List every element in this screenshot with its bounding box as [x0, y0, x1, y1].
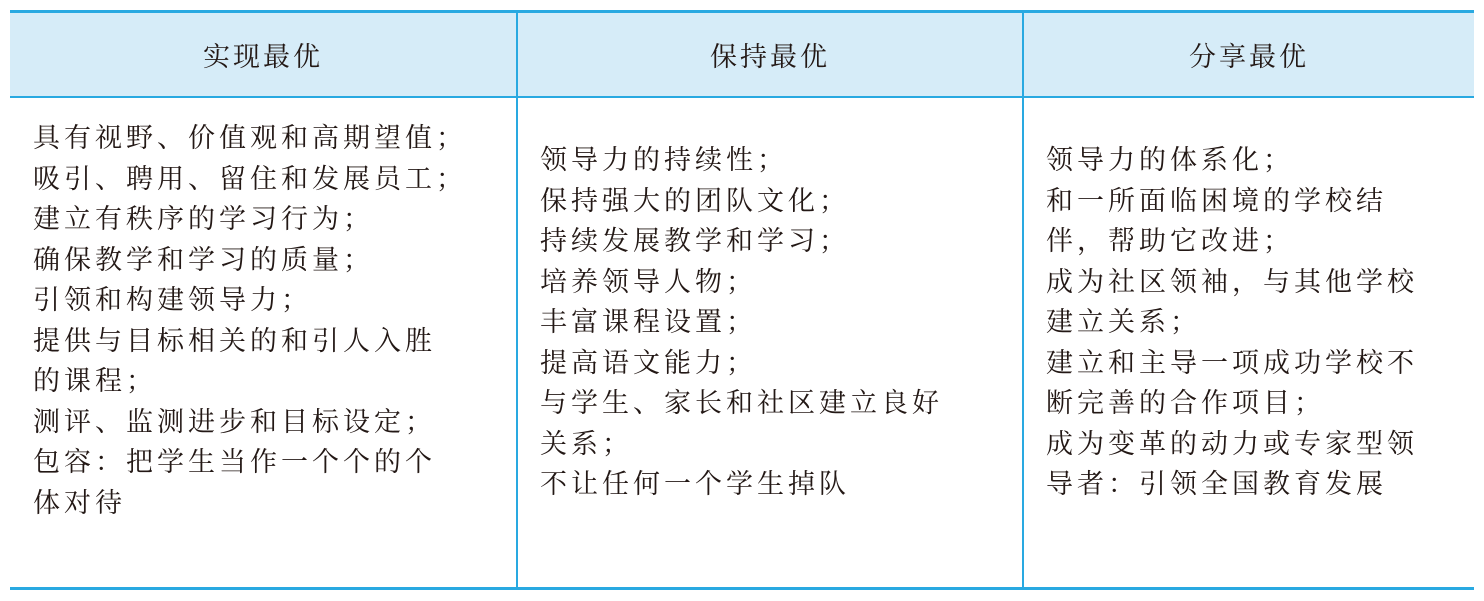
table-line: 提供与目标相关的和引人入胜	[33, 325, 436, 357]
table-line: 不让任何一个学生掉队	[540, 469, 850, 500]
table-line: 测评、监测进步和目标设定；	[33, 406, 436, 438]
table-line: 断完善的合作项目；	[1046, 388, 1325, 419]
table-line: 成为社区领袖，与其他学校	[1046, 266, 1418, 298]
table-line: 吸引、聘用、留住和发展员工；	[33, 163, 467, 195]
table-line: 建立和主导一项成功学校不	[1046, 347, 1418, 379]
table-bottom-rule	[10, 587, 1474, 590]
table-line: 培养领导人物；	[540, 266, 757, 298]
comparison-table	[10, 10, 1474, 590]
column-sustain-excellence	[540, 141, 943, 506]
table-line: 确保教学和学习的质量；	[33, 244, 374, 276]
column-achieve-excellence	[33, 119, 467, 524]
column-divider	[1022, 13, 1024, 587]
header-sustain-excellence: 保持最优	[710, 42, 830, 73]
table-line: 关系；	[540, 428, 633, 460]
table-line: 体对待	[33, 487, 126, 519]
header-achieve-excellence: 实现最优	[203, 42, 323, 73]
table-line: 建立关系；	[1046, 307, 1201, 338]
table-line: 导者：引领全国教育发展	[1046, 469, 1387, 500]
column-divider	[516, 13, 518, 587]
header-share-excellence: 分享最优	[1189, 42, 1309, 73]
table-line: 具有视野、价值观和高期望值；	[33, 123, 467, 154]
table-line: 丰富课程设置；	[540, 307, 757, 338]
header-divider	[10, 96, 1474, 98]
table-line: 建立有秩序的学习行为；	[33, 204, 374, 235]
table-line: 包容：把学生当作一个个的个	[33, 447, 436, 478]
table-line: 领导力的持续性；	[540, 145, 788, 176]
table-line: 伴，帮助它改进；	[1046, 226, 1294, 257]
table-line: 的课程；	[33, 366, 157, 397]
table-line: 与学生、家长和社区建立良好	[540, 388, 943, 419]
column-share-excellence	[1046, 141, 1418, 506]
table-line: 保持强大的团队文化；	[540, 185, 850, 217]
table-line: 持续发展教学和学习；	[540, 226, 850, 257]
table-line: 引领和构建领导力；	[33, 285, 312, 316]
table-line: 领导力的体系化；	[1046, 145, 1294, 176]
table-line: 提高语文能力；	[540, 347, 757, 379]
table-line: 成为变革的动力或专家型领	[1046, 428, 1418, 460]
table-line: 和一所面临困境的学校结	[1046, 185, 1387, 217]
